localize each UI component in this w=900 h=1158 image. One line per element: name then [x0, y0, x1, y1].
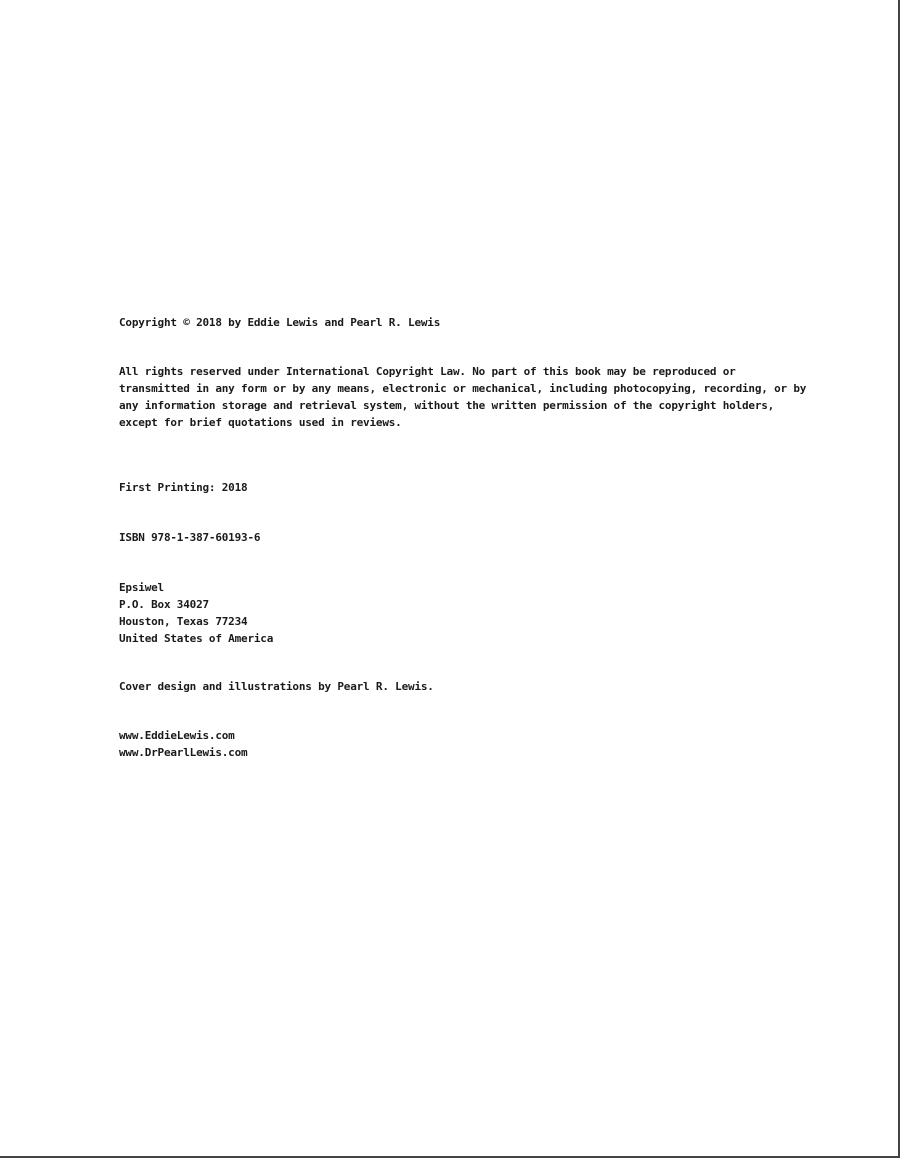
cover-credit [119, 678, 434, 695]
isbn-line: ISBN 978-1-387-60193-6 [119, 531, 261, 544]
website-link[interactable]: www.EddieLewis.com [119, 729, 235, 742]
rights-line: All rights reserved under International Copyright Law. No part of this book may be reproduced or [119, 365, 736, 378]
website-link[interactable]: www.DrPearlLewis.com [119, 746, 248, 759]
address-line: United States of America [119, 632, 274, 645]
isbn [119, 529, 260, 546]
first-printing [119, 479, 247, 496]
copyright-line: Copyright © 2018 by Eddie Lewis and Pearl R. Lewis [119, 316, 441, 329]
copyright-notice [119, 314, 440, 331]
first-printing-line: First Printing: 2018 [119, 481, 248, 494]
websites [119, 727, 247, 761]
cover-credit-line: Cover design and illustrations by Pearl R. Lewis. [119, 680, 434, 693]
publisher-address [119, 579, 273, 647]
rights-line: any information storage and retrieval system, without the written permission of the copyright holders, [119, 399, 775, 412]
rights-line: transmitted in any form or by any means, electronic or mechanical, including photocopying, recording, or by [119, 382, 807, 395]
address-line: P.O. Box 34027 [119, 598, 209, 611]
address-line: Houston, Texas 77234 [119, 615, 248, 628]
rights-reserved-paragraph [119, 363, 806, 431]
address-line: Epsiwel [119, 581, 164, 594]
rights-line: except for brief quotations used in reviews. [119, 416, 402, 429]
